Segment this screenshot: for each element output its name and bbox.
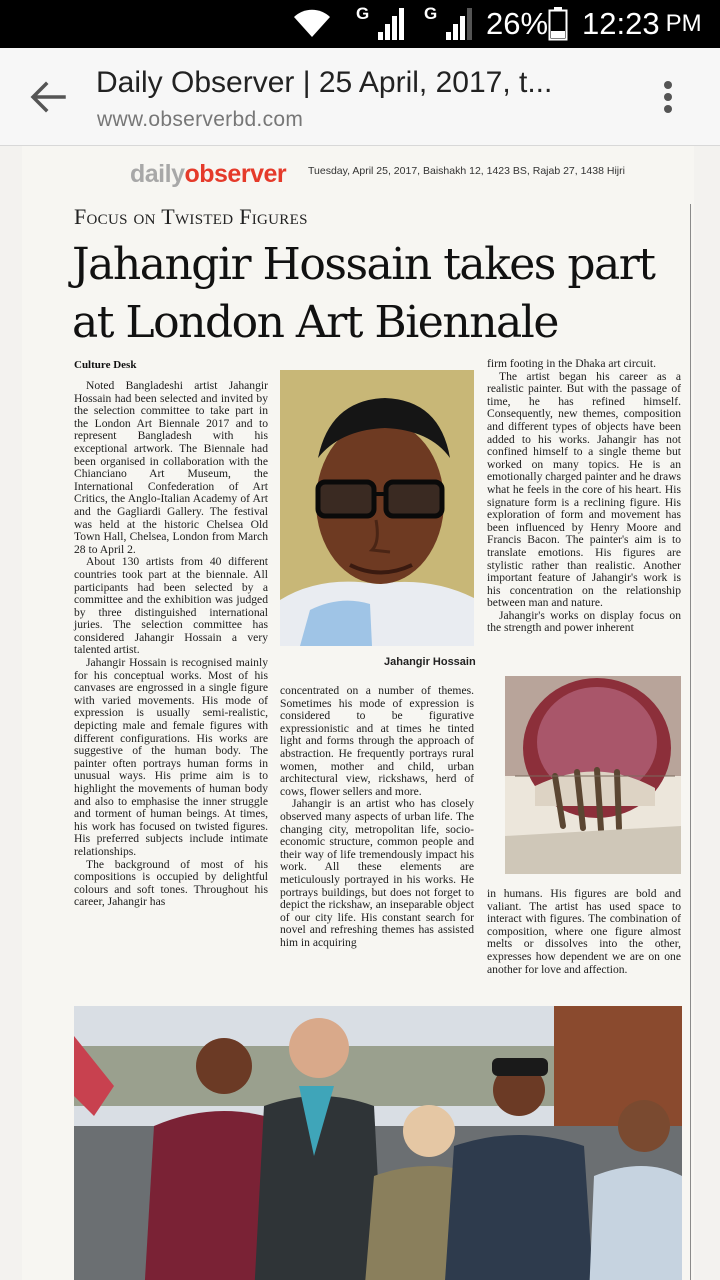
- more-vert-icon: [662, 80, 674, 114]
- artist-portrait: [280, 370, 474, 646]
- artwork-image: [505, 676, 681, 874]
- battery-percent: 26%: [486, 6, 549, 41]
- masthead-logo: [130, 160, 286, 189]
- article-column-3-top: [487, 358, 681, 635]
- article-column-2: [280, 685, 474, 949]
- status-bar: [0, 0, 720, 48]
- article-column-3-bottom: [487, 888, 681, 976]
- paragraph: The artist began his career as a realistic painter. But with the passage of time, he has refined himself. Consequently, new themes, composition and different types of objects have been added to his works. Jahangir has not confined himself to a single theme but worked on many topics. He is an emotionally charged painter and he draws what he feels in the core of his heart. His signature form is a reclining figure. His exploration of form and movement has been influenced by Henry Moore and Francis Bacon. The painter's aim is to translate emotions. His figures are stylistic rather than realistic. Another important feature of Jahangir's work is his concentration on the relationship between man and nature.: [487, 369, 681, 610]
- page-url: www.observerbd.com: [97, 108, 304, 131]
- cell-signal-2-icon: [424, 0, 476, 48]
- clock-time: 12:23: [582, 6, 660, 41]
- paragraph: in humans. His figures are bold and valiant. The artist has used space to interact with figures. The combination of composition, where one figure almost melts or dissolves into the other, expresses how dependent we are on one another for love and affection.: [487, 887, 681, 976]
- paragraph: About 130 artists from 40 different countries took part at the biennale. All participants had been selected by a committee and the exhibition was judged by three distinguished international juries. The selection committee has considered Jahangir Hossain a very talented artist.: [74, 555, 268, 657]
- portrait-caption: Jahangir Hossain: [384, 656, 476, 668]
- article-byline: Culture Desk: [74, 359, 137, 371]
- browser-toolbar: [0, 48, 720, 146]
- page-title: Daily Observer | 25 April, 2017, t...: [96, 66, 553, 99]
- paragraph: Jahangir is an artist who has closely observed many aspects of urban life. The changing city, metropolitan life, socio-economic structure, common people and their way of life tremendously impact his work. All these elements are meticulously portrayed in his works. He portrays buildings, but does not forget to depict the rickshaw, an inseparable object of our city life. His constant search for novel and refreshing themes has assisted him in acquiring: [280, 797, 474, 949]
- overflow-menu-button[interactable]: [650, 74, 686, 120]
- paragraph: concentrated on a number of themes. Sometimes his mode of expression is considered to be figurative expressionistic and at times he tinted light and forms through the approach of abstraction. He frequently portrays rural women, mother and child, urban architectural view, rickshaws, herd of cows, flower sellers and more.: [280, 684, 474, 798]
- back-arrow-icon: [30, 81, 66, 113]
- paragraph: firm footing in the Dhaka art circuit.: [487, 357, 657, 370]
- masthead-observer: observer: [184, 160, 287, 188]
- column-rule: [690, 204, 691, 1280]
- wifi-icon: [292, 0, 332, 48]
- paragraph: The background of most of his compositions is occupied by delightful colours and soft tones. Throughout his career, Jahangir has: [74, 857, 268, 909]
- back-button[interactable]: [22, 74, 74, 120]
- page-content[interactable]: [0, 146, 720, 1280]
- paragraph: Jahangir Hossain is recognised mainly for his conceptual works. Most of his canvases are engrossed in a single figure with varied movements. His mode of expression is usually semi-realistic, depicting male and female figures with different configurations. His works are suggestive of the human body. The painter often portrays human forms in unusual ways. His prime aim is to highlight the movements of human body and also to emphasise the inner struggle and torment of human beings. At times, his work has focused on twisted figures. His preferred subjects include intimate relationships.: [74, 656, 268, 858]
- cell-signal-1-icon: [356, 0, 408, 48]
- paragraph: Jahangir's works on display focus on the strength and power inherent: [487, 608, 681, 635]
- network-type-label: G: [424, 4, 438, 23]
- article-headline: Jahangir Hossain takes part at London Art Biennale: [72, 239, 655, 348]
- clock-ampm: PM: [665, 10, 702, 37]
- masthead-daily: daily: [130, 160, 185, 188]
- battery-icon: [548, 0, 568, 48]
- article-kicker: Focus on Twisted Figures: [74, 204, 308, 229]
- article-column-1: [74, 380, 268, 909]
- clock: [582, 0, 702, 48]
- paragraph: Noted Bangladeshi artist Jahangir Hossain had been selected and invited by the selection committee to take part in the London Art Biennale 2017 and to represent Bangladesh with his exceptional artwork. The Biennale had been organised in collaboration with the Chianciano Art Museum, the International Confederation of Art Critics, the Anglo-Italian Academy of Art and the Gagliardi Gallery. The festival was held at the historic Chelsea Old Town Hall, Chelsea, London from March 28 to April 2.: [74, 379, 268, 556]
- network-type-label: G: [356, 4, 370, 23]
- group-photo: [74, 1006, 682, 1280]
- edition-date: Tuesday, April 25, 2017, Baishakh 12, 1423 BS, Rajab 27, 1438 Hijri: [308, 165, 625, 177]
